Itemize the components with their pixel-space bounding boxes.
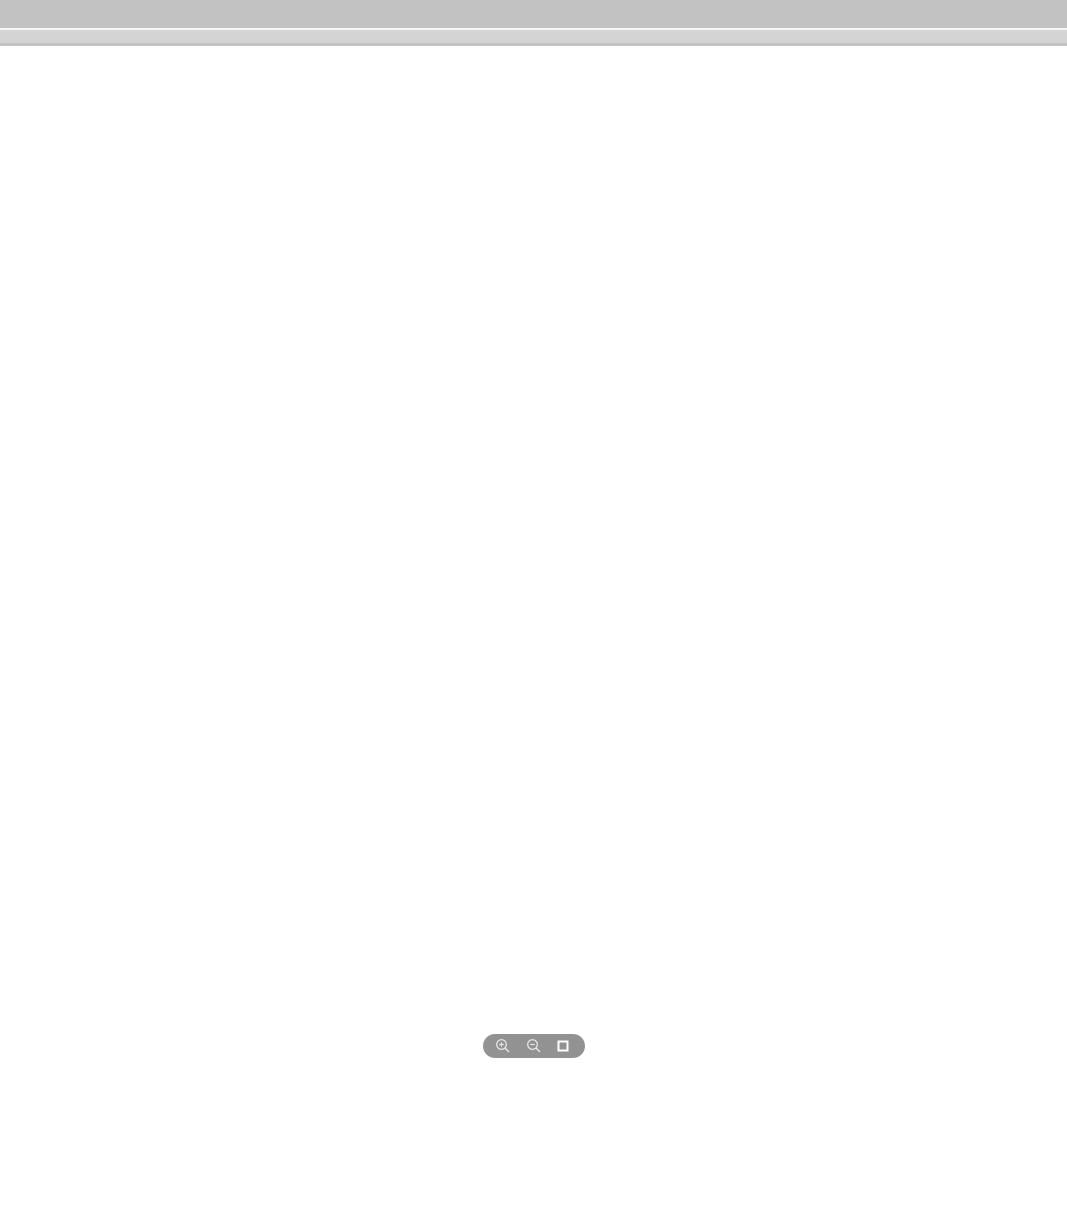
table-footnote <box>0 30 1067 46</box>
table-header-row <box>0 0 1067 30</box>
image-zoom-toolbar <box>483 1034 585 1058</box>
header-base-quota <box>65 0 200 28</box>
zoom-in-icon[interactable] <box>495 1038 511 1054</box>
header-other <box>815 0 1067 28</box>
header-key-group-uplift <box>200 0 510 28</box>
header-withdrawal-scope <box>635 0 815 28</box>
header-stacked-max <box>510 0 635 28</box>
zoom-out-icon[interactable] <box>526 1038 542 1054</box>
header-city <box>0 0 65 28</box>
fullscreen-icon[interactable] <box>557 1040 569 1052</box>
